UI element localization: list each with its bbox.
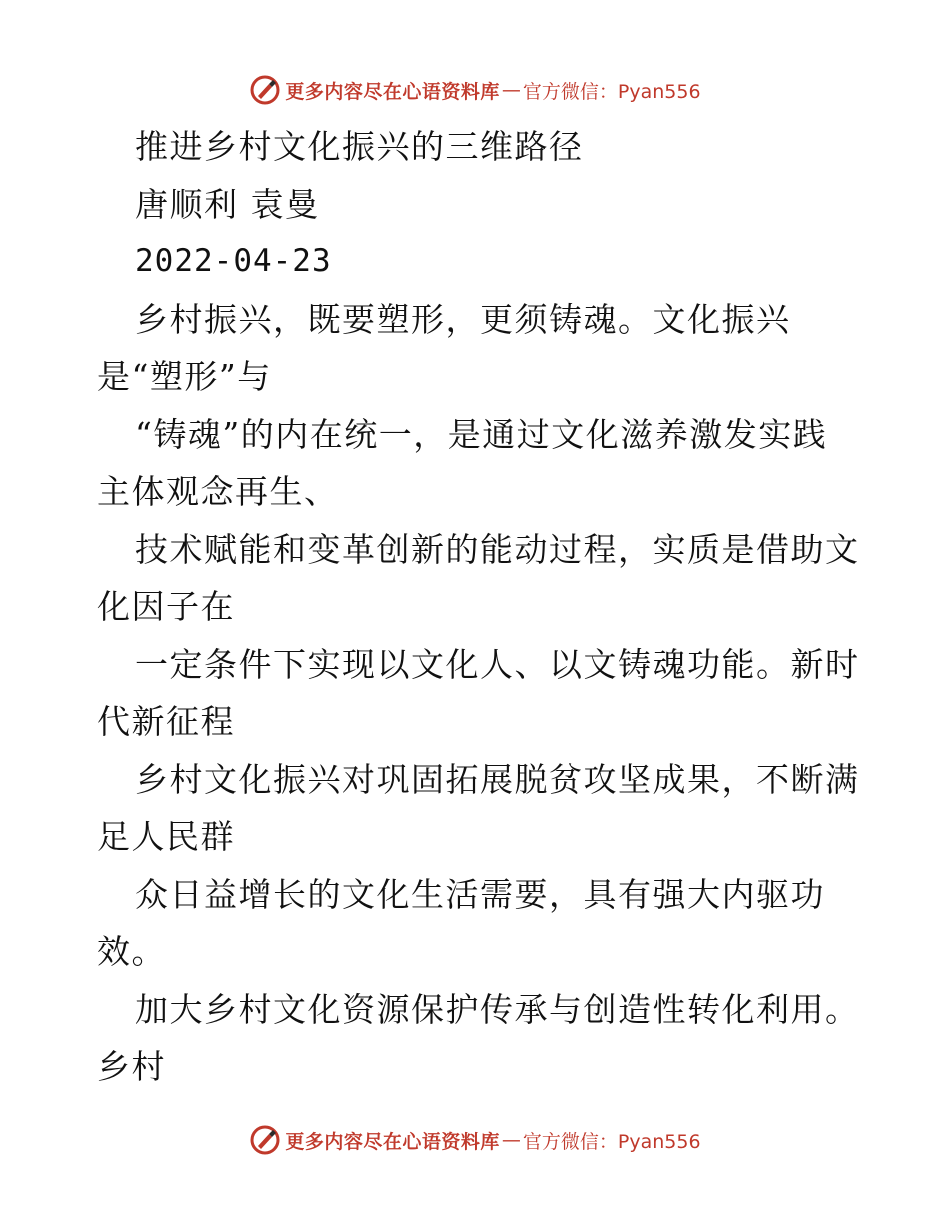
brand-logo-icon (249, 1124, 281, 1156)
paragraph-line: 乡村 (97, 1047, 166, 1086)
footer-banner (0, 1120, 950, 1160)
paragraph-line: 是“塑形”与 (97, 357, 272, 396)
banner-wechat-text: 官方微信：Pyan556 (522, 1130, 701, 1153)
paragraph-line: “铸魂”的内在统一，是通过文化滋养激发实践 (135, 414, 828, 454)
paragraph-line: 效。 (97, 932, 166, 971)
paragraph-line: 足人民群 (97, 817, 235, 856)
document-title: 推进乡村文化振兴的三维路径 (135, 127, 584, 166)
banner-dash: — (501, 1129, 521, 1151)
paragraph-line: 化因子在 (97, 587, 235, 626)
banner-main-text: 更多内容尽在心语资料库 (285, 1130, 500, 1153)
banner-dash: — (501, 79, 521, 101)
paragraph-line: 加大乡村文化资源保护传承与创造性转化利用。 (135, 989, 860, 1029)
paragraph-line: 代新征程 (97, 702, 235, 741)
paragraph-line: 技术赋能和变革创新的能动过程，实质是借助文 (135, 529, 860, 569)
document-authors: 唐顺利 袁曼 (135, 184, 320, 224)
brand-logo-icon (249, 74, 281, 106)
document-body (97, 118, 860, 1096)
banner-wechat-text: 官方微信：Pyan556 (522, 80, 701, 103)
paragraph-line: 乡村文化振兴对巩固拓展脱贫攻坚成果，不断满 (135, 759, 860, 799)
document-date: 2022-04-23 (135, 243, 332, 279)
paragraph-line: 众日益增长的文化生活需要，具有强大内驱功 (135, 874, 825, 914)
banner-main-text: 更多内容尽在心语资料库 (285, 80, 500, 103)
paragraph-line: 主体观念再生、 (97, 472, 339, 511)
header-banner (0, 70, 950, 110)
paragraph-line: 乡村振兴，既要塑形，更须铸魂。文化振兴 (135, 299, 791, 339)
paragraph-line: 一定条件下实现以文化人、以文铸魂功能。新时 (135, 644, 860, 684)
